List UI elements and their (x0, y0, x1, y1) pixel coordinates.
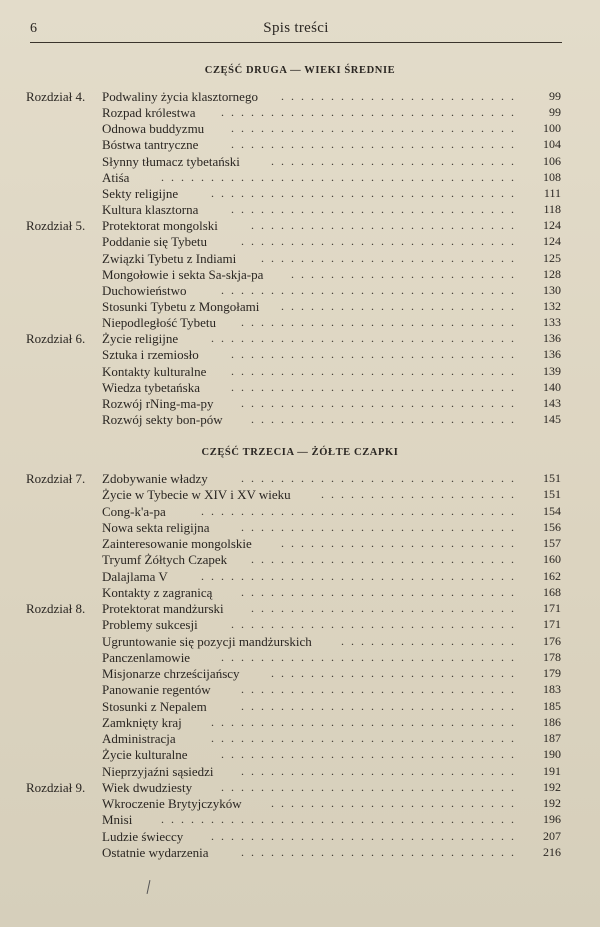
entry-page-number: 176 (543, 633, 561, 648)
entry-title: Związki Tybetu z Indiami (102, 250, 237, 266)
entry-title: Dalajlama V (102, 568, 168, 584)
entry-page-number: 128 (543, 266, 561, 281)
entry-title: Ostatnie wydarzenia (102, 844, 209, 860)
dot-leader: ......................... (271, 796, 521, 810)
dot-leader: ......................... (271, 666, 521, 680)
chapter-label: Rozdział 9. (26, 779, 86, 795)
entry-page-number: 133 (543, 315, 561, 330)
toc-entry (26, 681, 561, 698)
entry-title: Wkroczenie Brytyjczyków (102, 796, 242, 811)
toc-entry (26, 844, 561, 861)
entry-page-number: 100 (543, 121, 561, 136)
dot-leader: ........................... (251, 412, 521, 426)
toc-entry (26, 568, 561, 585)
dot-leader: ........................... (251, 601, 521, 615)
dot-leader: .............................. (221, 779, 521, 794)
entry-title: Ludzie świeccy (102, 828, 184, 844)
page-header (30, 18, 562, 43)
dot-leader: ............................. (231, 121, 521, 136)
toc-entry (26, 169, 561, 186)
dot-leader: ............................. (231, 347, 521, 362)
toc-entry (26, 763, 561, 780)
chapter-label: Rozdział 7. (26, 471, 86, 486)
entry-page-number: 179 (543, 666, 561, 680)
entry-page-number: 99 (549, 105, 561, 120)
dot-leader: ............................ (241, 698, 521, 713)
section-title-part-three: CZĘŚĆ TRZECIA — ŻÓŁTE CZAPKI (201, 447, 399, 458)
entry-page-number: 151 (543, 487, 561, 502)
entry-page-number: 171 (543, 617, 561, 632)
toc-entry (26, 330, 561, 347)
entry-page-number: 145 (543, 412, 561, 426)
dot-leader: ............................... (211, 731, 521, 745)
entry-page-number: 125 (543, 250, 561, 265)
toc-entry (26, 584, 561, 601)
section-title-part-two: CZĘŚĆ DRUGA — WIEKI ŚREDNIE (204, 65, 396, 76)
chapter-label: Rozdział 6. (26, 331, 86, 347)
entry-page-number: 168 (543, 584, 561, 599)
toc-entry (26, 600, 561, 617)
entry-page-number: 151 (543, 471, 561, 485)
entry-title: Odnowa buddyzmu (102, 121, 205, 137)
dot-leader: .................................... (161, 169, 521, 184)
running-title: Spis treści (263, 20, 329, 36)
dot-leader: ......................... (271, 153, 521, 168)
dot-leader: ............................ (241, 395, 521, 410)
entry-page-number: 183 (543, 682, 561, 697)
dot-leader: .................... (321, 487, 521, 502)
toc-entry (26, 363, 561, 380)
entry-page-number: 154 (543, 503, 561, 518)
toc-entry (26, 828, 561, 845)
entry-page-number: 191 (543, 763, 561, 778)
toc-entry (26, 616, 561, 633)
toc-entry (26, 298, 561, 315)
toc-entry (26, 503, 561, 520)
dot-leader: ............................ (241, 844, 521, 859)
toc-entry (26, 379, 561, 396)
entry-title: Sztuka i rzemiosło (102, 347, 199, 363)
entry-title: Atiśa (102, 169, 130, 185)
toc-entry (26, 120, 561, 137)
entry-page-number: 156 (543, 519, 561, 534)
entry-page-number: 192 (543, 796, 561, 810)
entry-page-number: 124 (543, 234, 561, 249)
dot-leader: ....................... (291, 266, 521, 281)
entry-title: Niepodległość Tybetu (102, 315, 217, 331)
entry-page-number: 118 (543, 202, 561, 217)
entry-page-number: 196 (543, 812, 561, 827)
toc-entry (26, 233, 561, 250)
entry-title: Kultura klasztorna (102, 202, 199, 218)
dot-leader: ............................. (231, 379, 521, 394)
toc-entry (26, 535, 561, 552)
dot-leader: ........................ (281, 536, 521, 550)
entry-page-number: 187 (543, 731, 561, 745)
pencil-mark (147, 880, 151, 894)
entry-page-number: 130 (543, 282, 561, 297)
dot-leader: ............................ (241, 315, 521, 330)
toc-entry (26, 88, 561, 105)
entry-page-number: 104 (543, 137, 561, 152)
entry-title: Podwaliny życia klasztornego (102, 89, 258, 104)
entry-page-number: 160 (543, 552, 561, 567)
toc-entry (26, 779, 561, 796)
toc-entry (26, 104, 561, 121)
entry-title: Tryumf Żółtych Czapek (102, 552, 228, 568)
entry-title: Słynny tłumacz tybetański (102, 153, 240, 169)
entry-page-number: 140 (543, 379, 561, 394)
entry-page-number: 186 (543, 714, 561, 729)
chapter-label: Rozdział 4. (26, 89, 86, 104)
entry-page-number: 171 (543, 601, 561, 615)
entry-title: Życie w Tybecie w XIV i XV wieku (102, 487, 291, 503)
toc-entry (26, 714, 561, 731)
entry-title: Panczenlamowie (102, 649, 191, 665)
toc-entry (26, 795, 561, 812)
dot-leader: ................................ (201, 568, 521, 583)
dot-leader: .............................. (221, 282, 521, 297)
page-number: 6 (30, 21, 37, 36)
entry-title: Misjonarze chrześcijańscy (102, 666, 240, 681)
entry-title: Rozwój sekty bon-pów (102, 412, 223, 427)
dot-leader: .................. (341, 633, 521, 648)
entry-page-number: 192 (543, 779, 561, 794)
toc-entry (26, 185, 561, 202)
dot-leader: ............................ (241, 763, 521, 778)
entry-page-number: 136 (543, 331, 561, 346)
dot-leader: ............................. (231, 363, 521, 378)
entry-title: Duchowieństwo (102, 282, 187, 298)
dot-leader: ................................ (201, 503, 521, 518)
entry-title: Zainteresowanie mongolskie (102, 536, 252, 551)
entry-page-number: 99 (549, 89, 561, 103)
entry-title: Sekty religijne (102, 185, 179, 201)
entry-title: Nowa sekta religijna (102, 519, 210, 535)
dot-leader: ........................... (251, 552, 521, 567)
toc-entry (26, 282, 561, 299)
toc-entry (26, 698, 561, 715)
entry-title: Zdobywanie władzy (102, 471, 208, 486)
toc-entry (26, 201, 561, 218)
dot-leader: ............................... (211, 331, 521, 346)
entry-title: Panowanie regentów (102, 682, 211, 698)
entry-title: Bóstwa tantryczne (102, 137, 199, 153)
toc-entry (26, 411, 561, 428)
toc-entry (26, 633, 561, 650)
dot-leader: .................................... (161, 812, 521, 827)
entry-title: Życie kulturalne (102, 747, 188, 763)
dot-leader: ............................. (231, 137, 521, 152)
toc-entry (26, 153, 561, 170)
entry-title: Zamknięty kraj (102, 714, 182, 730)
entry-page-number: 139 (543, 363, 561, 378)
entry-page-number: 136 (543, 347, 561, 362)
entry-page-number: 143 (543, 395, 561, 410)
toc-entry (26, 730, 561, 747)
dot-leader: ............................. (231, 202, 521, 217)
toc-entry (26, 395, 561, 412)
entry-page-number: 111 (543, 185, 561, 200)
toc-entry (26, 266, 561, 283)
dot-leader: .......................... (261, 250, 521, 265)
toc-entry (26, 665, 561, 682)
entry-title: Poddanie się Tybetu (102, 234, 208, 250)
entry-page-number: 185 (543, 698, 561, 713)
dot-leader: ............................ (241, 471, 521, 485)
entry-title: Protektorat mandżurski (102, 601, 224, 616)
entry-page-number: 132 (543, 298, 561, 313)
dot-leader: ............................... (211, 185, 521, 200)
dot-leader: ........................ (281, 89, 521, 103)
entry-title: Wiedza tybetańska (102, 379, 201, 395)
toc-entry (26, 649, 561, 666)
dot-leader: ............................ (241, 584, 521, 599)
dot-leader: ............................. (231, 617, 521, 632)
entry-page-number: 162 (543, 568, 561, 583)
entry-title: Mnisi (102, 812, 133, 828)
toc-entry (26, 519, 561, 536)
entry-title: Kontakty z zagranicą (102, 584, 213, 600)
toc-entry (26, 811, 561, 828)
toc-entry (26, 746, 561, 763)
toc-entry (26, 314, 561, 331)
dot-leader: ............................ (241, 234, 521, 249)
entry-title: Rozpad królestwa (102, 105, 196, 121)
entry-title: Mongołowie i sekta Sa-skja-pa (102, 266, 264, 282)
chapter-label: Rozdział 8. (26, 601, 86, 616)
entry-page-number: 190 (543, 747, 561, 762)
entry-page-number: 124 (543, 218, 561, 233)
toc-entry (26, 470, 561, 487)
entry-title: Protektorat mongolski (102, 218, 218, 234)
toc-entry (26, 136, 561, 153)
entry-title: Ugruntowanie się pozycji mandżurskich (102, 633, 312, 649)
dot-leader: .............................. (221, 105, 521, 120)
entry-title: Wiek dwudziesty (102, 779, 193, 795)
entry-title: Rozwój rNing-ma-py (102, 395, 214, 411)
dot-leader: ........................ (281, 298, 521, 313)
dot-leader: ............................... (211, 714, 521, 729)
toc-entry (26, 250, 561, 267)
entry-title: Cong-k'a-pa (102, 503, 166, 519)
entry-title: Kontakty kulturalne (102, 363, 207, 379)
chapter-label: Rozdział 5. (26, 218, 86, 234)
dot-leader: .............................. (221, 649, 521, 664)
entry-page-number: 178 (543, 649, 561, 664)
entry-page-number: 207 (543, 828, 561, 843)
dot-leader: .............................. (221, 747, 521, 762)
entry-page-number: 216 (543, 844, 561, 859)
entry-title: Nieprzyjaźni sąsiedzi (102, 763, 214, 779)
entry-title: Stosunki z Nepalem (102, 698, 207, 714)
entry-title: Administracja (102, 731, 176, 746)
entry-title: Stosunki Tybetu z Mongołami (102, 298, 260, 314)
dot-leader: ............................ (241, 682, 521, 697)
entry-page-number: 108 (543, 169, 561, 184)
dot-leader: ............................ (241, 519, 521, 534)
toc-entry (26, 486, 561, 503)
entry-title: Życie religijne (102, 331, 179, 347)
toc-entry (26, 551, 561, 568)
toc-entry (26, 346, 561, 363)
entry-page-number: 106 (543, 153, 561, 168)
entry-title: Problemy sukcesji (102, 617, 198, 633)
dot-leader: ............................... (211, 828, 521, 843)
entry-page-number: 157 (543, 536, 561, 550)
toc-entry (26, 217, 561, 234)
dot-leader: ........................... (251, 218, 521, 233)
